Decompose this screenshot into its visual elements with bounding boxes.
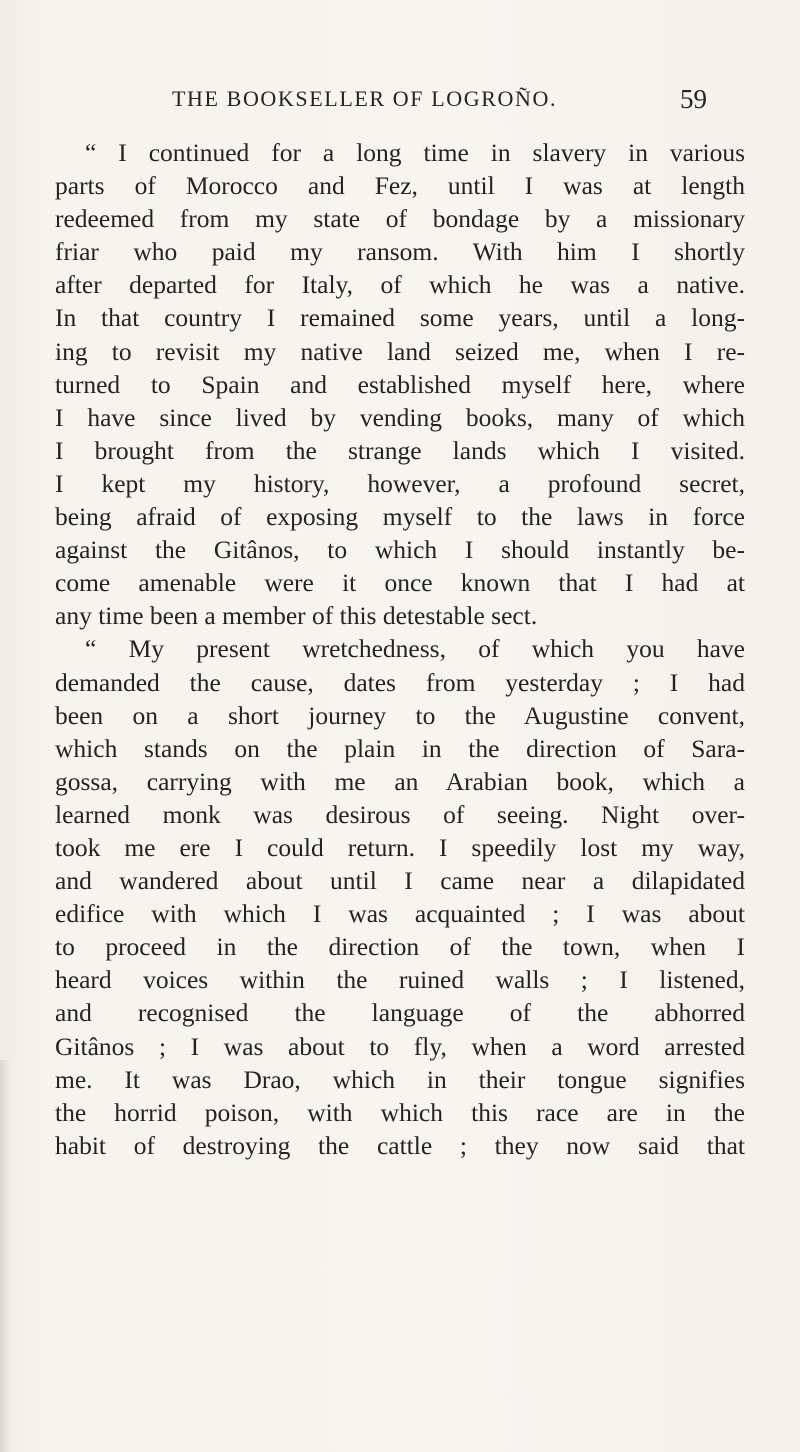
text-line: I brought from the strange lands which I visited. bbox=[55, 435, 745, 465]
text-line: after departed for Italy, of which he was a native. bbox=[55, 270, 745, 300]
text-line: to proceed in the direction of the town, when I bbox=[55, 932, 745, 962]
text-line: I have since lived by vending books, many of which bbox=[55, 402, 745, 432]
text-line: ing to revisit my native land seized me, when I re- bbox=[55, 336, 745, 366]
text-line: “ I continued for a long time in slavery in various bbox=[85, 138, 745, 167]
text-line: friar who paid my ransom. With him I shortly bbox=[55, 237, 745, 267]
text-line: redeemed from my state of bondage by a missionary bbox=[55, 204, 745, 234]
text-line: me. It was Drao, which in their tongue signifies bbox=[55, 1064, 745, 1094]
text-line: and wandered about until I came near a dilapidated bbox=[55, 866, 745, 896]
text-line: the horrid poison, with which this race are in the bbox=[55, 1097, 745, 1127]
text-line: parts of Morocco and Fez, until I was at length bbox=[55, 171, 745, 201]
text-line: learned monk was desirous of seeing. Night over- bbox=[55, 799, 745, 829]
text-line: heard voices within the ruined walls ; I listened, bbox=[55, 965, 745, 995]
text-line: being afraid of exposing myself to the laws in force bbox=[55, 502, 745, 532]
text-line: gossa, carrying with me an Arabian book, which a bbox=[55, 766, 745, 796]
text-line: demanded the cause, dates from yesterday ; I had bbox=[55, 667, 745, 697]
text-line: In that country I remained some years, until a long- bbox=[55, 303, 745, 333]
text-line: any time been a member of this detestable sect. bbox=[55, 601, 538, 631]
page-edge-shadow bbox=[0, 1060, 10, 1452]
text-line: against the Gitânos, to which I should instantly be- bbox=[55, 535, 745, 565]
text-line: Gitânos ; I was about to fly, when a word arrested bbox=[55, 1031, 745, 1061]
text-line: which stands on the plain in the direction of Sara- bbox=[55, 733, 745, 763]
text-line: habit of destroying the cattle ; they now said that bbox=[55, 1130, 745, 1160]
text-line: and recognised the language of the abhorred bbox=[55, 998, 745, 1028]
running-head: THE BOOKSELLER OF LOGROÑO. bbox=[172, 86, 558, 111]
text-line: I kept my history, however, a profound secret, bbox=[55, 468, 745, 498]
page-number: 59 bbox=[680, 84, 707, 114]
text-line: been on a short journey to the Augustine convent, bbox=[55, 700, 745, 730]
text-line: took me ere I could return. I speedily lost my way, bbox=[55, 832, 745, 862]
text-line: turned to Spain and established myself here, where bbox=[55, 369, 745, 399]
text-line: come amenable were it once known that I had at bbox=[55, 568, 745, 598]
text-line: “ My present wretchedness, of which you have bbox=[85, 634, 745, 664]
text-line: edifice with which I was acquainted ; I was about bbox=[55, 899, 745, 929]
body-text bbox=[55, 136, 745, 1162]
